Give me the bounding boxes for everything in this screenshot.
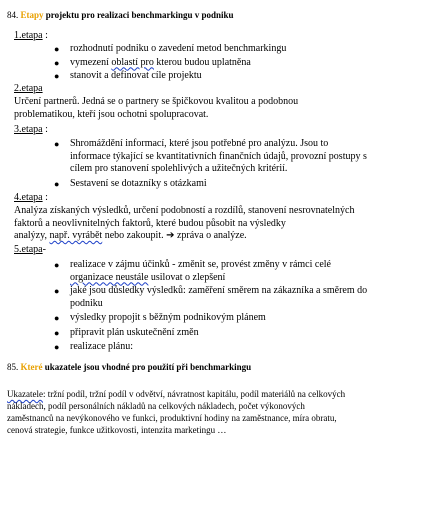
stage-1-heading: [14, 30, 48, 43]
bullet-icon: ●: [54, 71, 60, 81]
bullet-icon: ●: [54, 260, 60, 270]
stage-label: 1.etapa: [14, 30, 43, 41]
list-item-text: podniku: [70, 297, 103, 309]
list-item-text: kterou budou uplatněna: [156, 56, 251, 68]
question-accent-word: Etapy: [20, 10, 44, 20]
list-item-text: jaké jsou důsledky výsledků: zaměření směrem na zákazníka a směrem do: [70, 285, 368, 296]
stage-1-list: [54, 43, 410, 83]
stage-label: 3.etapa: [14, 124, 43, 135]
stage-2-text: [14, 96, 424, 121]
spellcheck-underlined-text: oblastí pro: [111, 56, 154, 68]
question-number: 84.: [7, 10, 19, 20]
question-text: ukazatele jsou vhodné pro použití při benchmarkingu: [44, 362, 252, 372]
stage-label: 5.etapa: [14, 244, 43, 255]
paragraph-line: zaměstnanců na nevýkonového ve funkci, produktivní hodiny na zaměstnance, míra obratu,: [7, 413, 337, 423]
stage-colon: :: [42, 30, 48, 41]
list-item: [54, 312, 415, 325]
stage-colon: :: [42, 192, 48, 203]
spellcheck-underlined-text: např. vyrábět: [49, 230, 103, 241]
question-84-title: [7, 9, 234, 22]
stage-4-heading: [14, 192, 48, 205]
paragraph-line: faktorů a neovlivnitelných faktorů, které budou působit na výsledky: [14, 217, 286, 229]
paragraph-line: [14, 230, 424, 243]
bullet-icon: ●: [54, 286, 60, 296]
bullet-icon: ●: [54, 57, 60, 68]
paragraph-line: problematikou, kteří jsou ochotni spolupracovat.: [14, 108, 209, 120]
list-item-text: vymezení: [70, 56, 109, 68]
list-item: [54, 70, 410, 83]
bullet-icon: ●: [54, 44, 60, 54]
list-item-text: realizace v zájmu účinků - změnit se, provést změny v rámci celé: [70, 259, 331, 270]
list-item-text: [70, 272, 415, 285]
list-item: [54, 341, 415, 354]
paragraph-text: nebo zakoupit. ➔ zpráva o analýze.: [104, 230, 247, 241]
list-item: [54, 326, 415, 340]
list-item: [54, 177, 415, 191]
bullet-icon: ●: [54, 327, 60, 338]
paragraph-line: [7, 388, 425, 400]
list-item-text: připravit plán uskutečnění změn: [70, 326, 199, 338]
stage-dash: -: [42, 244, 46, 255]
stage-label: 2.etapa: [14, 83, 43, 94]
stage-5-heading: [14, 244, 46, 257]
list-item-text: Shromáždění informací, které jsou potřebné pro analýzu. Jsou to: [70, 138, 329, 149]
stage-5-list: [54, 259, 415, 354]
stage-3-heading: [14, 124, 48, 137]
list-item-text: informace týkající se kvantitativních finančních údajů, provozní postupy s: [70, 150, 367, 162]
answer-85-text: [7, 388, 425, 436]
paragraph-text: analýzy,: [14, 230, 47, 241]
bullet-icon: ●: [54, 139, 60, 149]
answer-lead-word: Ukazatele: [7, 389, 43, 399]
question-text: projektu pro realizaci benchmarkingu v podniku: [45, 10, 234, 20]
stage-label: 4.etapa: [14, 192, 43, 203]
paragraph-line: Určení partnerů. Jedná se o partnery se špičkovou kvalitou a podobnou: [14, 96, 299, 107]
list-item: [54, 138, 415, 176]
paragraph-line: cenová strategie, funkce užitkovosti, intenzita marketingu …: [7, 425, 227, 435]
list-item-text: realizace plánu:: [70, 341, 134, 352]
question-number: 85.: [7, 362, 19, 372]
list-item-text: Sestavení se dotazníky s otázkami: [70, 177, 207, 189]
bullet-icon: ●: [54, 342, 60, 352]
list-item-text: rozhodnutí podniku o zavedení metod benchmarkingu: [70, 43, 287, 54]
list-item: [54, 56, 410, 70]
paragraph-text: : tržní podíl, tržní podíl v odvětví, návratnost kapitálu, podíl materiálů na celkových: [42, 389, 346, 399]
stage-3-list: [54, 138, 415, 190]
stage-colon: :: [42, 124, 48, 135]
list-item: [54, 285, 415, 310]
spellcheck-underlined-text: organizace neustále: [70, 271, 149, 283]
list-item-text: cílem pro stanovení spolehlivých a užitečných kritérií.: [70, 163, 288, 174]
paragraph-line: nákladech, podíl personálních nákladů na celkových nákladech, počet výkonových: [7, 401, 305, 411]
list-item: [54, 259, 415, 284]
question-85-title: [7, 361, 251, 374]
list-item-text: stanovit a definovat cíle projektu: [70, 70, 202, 81]
paragraph-line: Analýza získaných výsledků, určení podobností a rozdílů, stanovení nesrovnatelných: [14, 205, 355, 216]
list-item-text: usilovat o zlepšení: [150, 271, 226, 283]
bullet-icon: ●: [54, 178, 60, 189]
stage-2-heading: [14, 83, 43, 96]
list-item: [54, 43, 410, 56]
stage-4-text: [14, 205, 424, 243]
question-accent-word: Které: [20, 362, 43, 372]
bullet-icon: ●: [54, 313, 60, 323]
list-item-text: výsledky propojit s běžným podnikovým plánem: [70, 312, 266, 323]
